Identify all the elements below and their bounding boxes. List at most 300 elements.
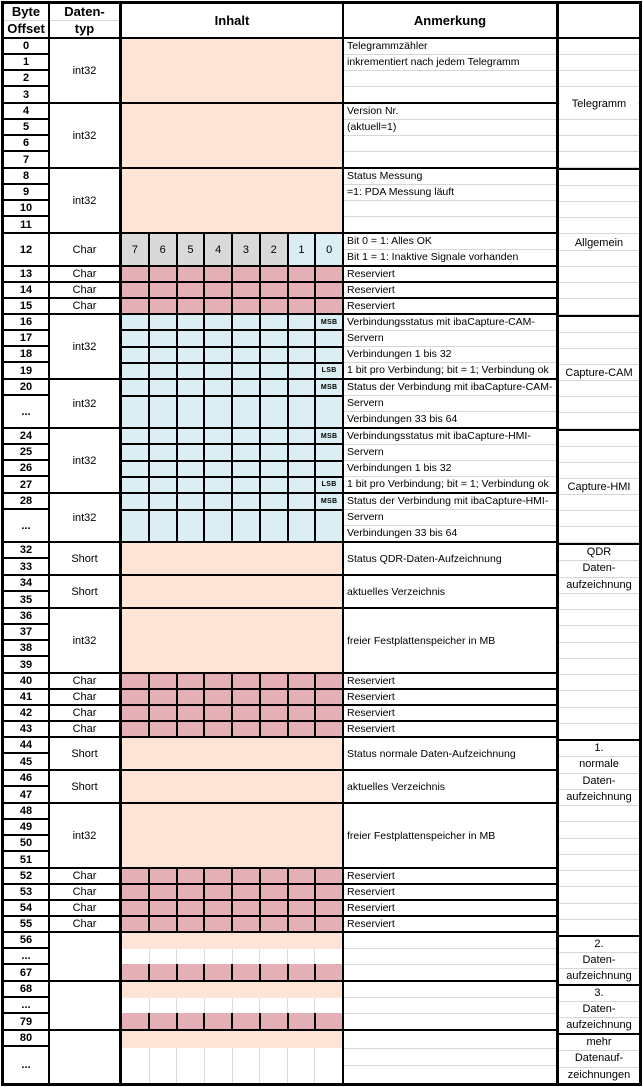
reserved-field: [122, 917, 342, 931]
group-gridline: [559, 643, 639, 659]
reserved-cell: [150, 283, 178, 297]
reserved-cell: [150, 964, 178, 980]
connection-bit-cell: [178, 478, 206, 492]
connection-bit-cell: [205, 315, 233, 329]
anmerkung-cell: [344, 234, 556, 265]
reserved-cell: [150, 722, 178, 736]
anmerkung-text: Reserviert: [347, 723, 395, 735]
datatype-cell: int32: [50, 609, 122, 672]
anmerkung-text: [344, 933, 556, 949]
anmerkung-text: =1: PDA Messung läuft: [344, 185, 556, 201]
byte-offset-cell: 48: [4, 804, 48, 820]
anmerkung-text: Reserviert: [347, 691, 395, 703]
bit-cell: 0: [316, 234, 342, 265]
table-block: [4, 706, 556, 722]
header-inhalt-label: Inhalt: [214, 13, 250, 28]
byte-offset-cell: 3: [22, 88, 30, 101]
reserved-cell: [316, 690, 342, 704]
byte-offset-column: [4, 933, 50, 980]
connection-bit-cell: [289, 315, 317, 329]
anmerkung-text: Telegrammzähler: [344, 39, 556, 55]
inhalt-cell: [122, 1031, 344, 1083]
reserved-cell: [178, 283, 206, 297]
byte-offset-column: [4, 901, 50, 915]
connection-bit-cell: [261, 429, 289, 443]
anmerkung-cell: [344, 1031, 556, 1083]
connection-bit-cell: [205, 331, 233, 345]
group-gridline: [559, 871, 639, 887]
reserved-cell: [205, 706, 233, 720]
reserved-cell: [261, 885, 289, 899]
reserved-cell: [289, 917, 317, 931]
anmerkung-text: [344, 998, 556, 1014]
connection-bit-cell: [205, 511, 233, 541]
group-gridline: [559, 333, 639, 349]
byte-offset-cell: 35: [19, 593, 33, 606]
anmerkung-cell: [344, 722, 556, 736]
byte-offset-column: [4, 722, 50, 736]
group-cell: [559, 986, 639, 1035]
connection-bit-cell: [122, 429, 150, 443]
anmerkung-cell: [344, 380, 556, 427]
connection-bit-cell: [233, 511, 261, 541]
connection-bit-cell: [289, 462, 317, 476]
bit-cell: 2: [261, 234, 289, 265]
reserved-cell: [178, 267, 206, 281]
connection-bit-cell: [178, 445, 206, 459]
table-block: [4, 1031, 556, 1083]
header-inhalt: [122, 4, 344, 37]
placeholder-cell: [205, 1048, 233, 1083]
reserved-cell: [122, 706, 150, 720]
reserved-cell: [122, 722, 150, 736]
reserved-cell: [233, 917, 261, 931]
anmerkung-text: Reserviert: [347, 300, 395, 312]
datatype-cell: Short: [50, 738, 122, 769]
table-header-row: [4, 4, 556, 39]
anmerkung-cell: [344, 104, 556, 167]
byte-offset-cell: 9: [4, 185, 48, 201]
reserved-cell: [316, 267, 342, 281]
byte-offset-cell: ...: [4, 949, 48, 965]
connection-bit-cell: [233, 348, 261, 362]
reserved-cell: [261, 901, 289, 915]
reserved-cell: [289, 267, 317, 281]
inhalt-cell: [122, 234, 344, 265]
reserved-field: [122, 885, 342, 899]
byte-offset-cell: 38: [4, 641, 48, 657]
anmerkung-cell: [344, 885, 556, 899]
connection-bit-cell: [261, 445, 289, 459]
reserved-cell: [150, 267, 178, 281]
byte-offset-cell: 54: [19, 902, 33, 914]
group-cell: [559, 545, 639, 741]
placeholder-grid-row: [122, 998, 342, 1014]
anmerkung-cell: [344, 576, 556, 607]
anmerkung-text: Reserviert: [347, 886, 395, 898]
anmerkung-cell: [344, 315, 556, 378]
anmerkung-text: [344, 1066, 556, 1083]
connection-bit-cell: [233, 397, 261, 427]
datatype-cell: int32: [50, 804, 122, 867]
value-field: [122, 39, 344, 102]
connection-bit-cell: [261, 380, 289, 395]
header-byte-line2: Offset: [7, 21, 45, 36]
byte-offset-cell: 34: [4, 576, 48, 592]
placeholder-grid-row: [122, 949, 342, 965]
reserved-cell: [150, 1013, 178, 1029]
connection-bit-cell: [150, 331, 178, 345]
connection-bit-cell: [289, 429, 317, 443]
byte-offset-cell: 39: [19, 658, 33, 671]
group-cell: [559, 317, 639, 431]
value-field: [122, 771, 344, 802]
reserved-cell: [122, 869, 150, 883]
byte-offset-column: [4, 234, 50, 265]
byte-offset-cell: 28: [4, 494, 48, 510]
byte-offset-column: [4, 609, 50, 672]
group-label-line: 3.: [559, 986, 639, 1002]
anmerkung-text: Servern: [344, 445, 556, 461]
connection-bit-cell: [289, 331, 317, 345]
anmerkung-text: Reserviert: [347, 918, 395, 930]
anmerkung-cell: [344, 901, 556, 915]
msb-cell: MSB: [316, 380, 342, 395]
group-gridline: [559, 349, 639, 365]
inhalt-cell: [122, 869, 344, 883]
reserved-field: [122, 964, 342, 980]
byte-offset-column: [4, 917, 50, 931]
byte-offset-cell: 4: [4, 104, 48, 120]
group-gridline: [559, 152, 639, 168]
placeholder-cell: [260, 998, 288, 1014]
anmerkung-text: Servern: [344, 331, 556, 347]
connection-bit-cell: [150, 348, 178, 362]
anmerkung-cell: [344, 982, 556, 1029]
header-anmerkung-label: Anmerkung: [413, 13, 487, 28]
table-block: [4, 738, 556, 771]
value-field: [122, 609, 344, 672]
byte-offset-cell: 26: [4, 461, 48, 477]
group-cell: [559, 170, 639, 317]
placeholder-grid-row: [122, 1048, 342, 1083]
anmerkung-text: Verbindungsstatus mit ibaCapture-CAM-: [344, 315, 556, 331]
connection-bit-cell: [122, 445, 150, 459]
datatype-cell: Short: [50, 543, 122, 574]
datatype-cell: int32: [50, 315, 122, 378]
datatype-cell: Char: [50, 885, 122, 899]
reserved-cell: [150, 869, 178, 883]
connection-bitgrid-row: [122, 429, 342, 445]
reserved-cell: [289, 885, 317, 899]
group-cell: [559, 1035, 639, 1083]
reserved-cell: [316, 901, 342, 915]
inhalt-cell: [122, 885, 344, 899]
msb-cell: MSB: [316, 315, 342, 329]
reserved-cell: [178, 901, 206, 915]
group-gridline: [559, 413, 639, 429]
byte-offset-cell: 6: [4, 136, 48, 152]
byte-offset-cell: 53: [19, 886, 33, 898]
reserved-cell: [233, 901, 261, 915]
connection-bit-cell: [205, 445, 233, 459]
reserved-cell: [122, 917, 150, 931]
placeholder-cell: [205, 998, 233, 1014]
table-block: [4, 674, 556, 690]
byte-offset-cell: 24: [4, 429, 48, 445]
placeholder-cell: [177, 1048, 205, 1083]
group-gridline: [559, 511, 639, 527]
reserved-field: [122, 690, 342, 704]
anmerkung-cell: [344, 869, 556, 883]
reserved-cell: [261, 1013, 289, 1029]
inhalt-cell: [122, 299, 344, 313]
group-gridline: [559, 71, 639, 87]
group-label: Allgemein: [560, 237, 638, 249]
reserved-cell: [122, 690, 150, 704]
inhalt-cell: [122, 283, 344, 297]
reserved-cell: [316, 1013, 342, 1029]
group-gridline: [559, 920, 639, 935]
datatype-cell: Char: [50, 283, 122, 297]
group-gridline: [559, 594, 639, 610]
anmerkung-cell: [344, 933, 556, 980]
placeholder-cell: [288, 998, 316, 1014]
value-field: [122, 933, 342, 949]
anmerkung-text: [344, 201, 556, 217]
table-block: [4, 576, 556, 609]
inhalt-cell: [122, 722, 344, 736]
reserved-cell: [178, 917, 206, 931]
inhalt-cell: [122, 315, 344, 378]
connection-bit-cell: [122, 315, 150, 329]
reserved-cell: [289, 283, 317, 297]
anmerkung-cell: [344, 674, 556, 688]
reserved-cell: [150, 674, 178, 688]
anmerkung-text: Verbindungen 1 bis 32: [344, 461, 556, 477]
anmerkung-text: Status Messung: [344, 169, 556, 185]
byte-offset-cell: 80: [4, 1031, 48, 1047]
group-gridline: [559, 170, 639, 186]
byte-offset-column: [4, 169, 50, 232]
table-block: [4, 267, 556, 283]
connection-bit-cell: [178, 331, 206, 345]
datatype-cell: int32: [50, 169, 122, 232]
inhalt-cell: [122, 706, 344, 720]
connection-bit-cell: [289, 445, 317, 459]
anmerkung-cell: [344, 543, 556, 574]
placeholder-cell: [233, 998, 261, 1014]
inhalt-cell: [122, 494, 344, 541]
value-field: [122, 576, 344, 607]
connection-bit-cell: [316, 397, 342, 427]
placeholder-cell: [233, 949, 261, 965]
byte-offset-column: [4, 1031, 50, 1083]
anmerkung-text: (aktuell=1): [344, 120, 556, 136]
reserved-cell: [150, 901, 178, 915]
byte-offset-cell: 43: [19, 723, 33, 735]
anmerkung-cell: [344, 494, 556, 541]
anmerkung-cell: [344, 283, 556, 297]
lsb-cell: LSB: [316, 478, 342, 492]
table-block: [4, 917, 556, 933]
bit-field: [122, 234, 342, 265]
anmerkung-cell: [344, 738, 556, 769]
datatype-cell: [50, 982, 122, 1029]
byte-offset-cell: 14: [19, 284, 33, 296]
anmerkung-text: freier Festplattenspeicher in MB: [347, 634, 496, 647]
reserved-cell: [122, 964, 150, 980]
msb-cell: MSB: [316, 494, 342, 509]
reserved-cell: [122, 283, 150, 297]
connection-bit-cell: [316, 511, 342, 541]
connection-bit-cell: [316, 462, 342, 476]
reserved-cell: [233, 1013, 261, 1029]
reserved-cell: [150, 706, 178, 720]
inhalt-cell: [122, 380, 344, 427]
group-label-line: aufzeichnung: [559, 790, 639, 806]
group-gridline: [559, 55, 639, 71]
group-gridline: [559, 447, 639, 463]
value-field: [122, 169, 344, 232]
table-block: [4, 299, 556, 315]
reserved-cell: [261, 674, 289, 688]
placeholder-cell: [260, 1048, 288, 1083]
connection-bit-cell: [289, 364, 317, 378]
anmerkung-text: Reserviert: [347, 268, 395, 280]
table-block: [4, 933, 556, 982]
connection-bit-cell: [205, 429, 233, 443]
connection-bit-cell: [150, 429, 178, 443]
connection-bit-cell: [233, 331, 261, 345]
anmerkung-text: Reserviert: [347, 284, 395, 296]
connection-bit-cell: [122, 494, 150, 509]
group-gridline: [559, 495, 639, 511]
byte-offset-cell: 12: [19, 243, 33, 256]
connection-bitgrid-row: [122, 364, 342, 378]
group-gridline: [559, 724, 639, 739]
byte-offset-column: [4, 380, 50, 427]
connection-bit-cell: [233, 364, 261, 378]
group-gridline: [559, 267, 639, 283]
table-block: [4, 429, 556, 494]
reserved-cell: [178, 690, 206, 704]
anmerkung-text: [344, 136, 556, 152]
reserved-cell: [261, 690, 289, 704]
byte-offset-cell: 8: [4, 169, 48, 185]
placeholder-cell: [315, 998, 342, 1014]
byte-offset-cell: 0: [4, 39, 48, 55]
reserved-cell: [205, 964, 233, 980]
anmerkung-text: Reserviert: [347, 675, 395, 687]
reserved-cell: [316, 917, 342, 931]
placeholder-cell: [233, 1048, 261, 1083]
connection-bit-cell: [261, 315, 289, 329]
bit-cell: 5: [178, 234, 206, 265]
connection-bit-cell: [233, 494, 261, 509]
connection-bit-cell: [150, 462, 178, 476]
anmerkung-text: [344, 1014, 556, 1029]
anmerkung-text: [344, 949, 556, 965]
value-field: [122, 804, 344, 867]
connection-bit-cell: [261, 494, 289, 509]
anmerkung-text: [344, 87, 556, 102]
connection-bit-cell: [150, 478, 178, 492]
group-gridline: [559, 822, 639, 838]
byte-offset-cell: 79: [19, 1015, 33, 1028]
reserved-cell: [261, 267, 289, 281]
connection-bit-cell: [122, 380, 150, 395]
byte-offset-cell: 25: [4, 445, 48, 461]
placeholder-cell: [122, 998, 150, 1014]
reserved-cell: [178, 706, 206, 720]
table-block: [4, 609, 556, 674]
table-block: [4, 283, 556, 299]
header-datentyp-line2: typ: [74, 21, 95, 36]
anmerkung-text: Servern: [344, 396, 556, 412]
table-block: [4, 901, 556, 917]
anmerkung-cell: [344, 690, 556, 704]
datatype-cell: int32: [50, 429, 122, 492]
reserved-cell: [205, 690, 233, 704]
byte-offset-column: [4, 104, 50, 167]
byte-offset-cell: 13: [19, 268, 33, 280]
placeholder-cell: [122, 949, 150, 965]
reserved-cell: [178, 869, 206, 883]
connection-bit-cell: [233, 445, 261, 459]
group-label: Telegramm: [560, 98, 638, 110]
datatype-cell: Short: [50, 771, 122, 802]
connection-bit-cell: [205, 462, 233, 476]
connection-bit-cell: [122, 364, 150, 378]
reserved-cell: [205, 901, 233, 915]
connection-bit-cell: [150, 445, 178, 459]
value-field: [122, 543, 344, 574]
group-label-line: aufzeichnung: [559, 578, 639, 594]
reserved-cell: [261, 722, 289, 736]
anmerkung-text: aktuelles Verzeichnis: [347, 780, 446, 793]
reserved-cell: [289, 1013, 317, 1029]
placeholder-cell: [315, 1048, 342, 1083]
anmerkung-text: Servern: [344, 510, 556, 526]
byte-offset-column: [4, 804, 50, 867]
telegram-byte-structure-table: [1, 1, 642, 1086]
reserved-cell: [205, 674, 233, 688]
reserved-cell: [233, 964, 261, 980]
connection-bit-cell: [205, 348, 233, 362]
connection-bit-cell: [289, 380, 317, 395]
anmerkung-cell: [344, 917, 556, 931]
connection-bit-cell: [205, 397, 233, 427]
anmerkung-text: freier Festplattenspeicher in MB: [347, 829, 496, 842]
anmerkung-cell: [344, 804, 556, 867]
inhalt-cell: [122, 933, 344, 980]
reserved-cell: [316, 706, 342, 720]
byte-offset-column: [4, 690, 50, 704]
anmerkung-cell: [344, 706, 556, 720]
reserved-cell: [150, 885, 178, 899]
byte-offset-cell: ...: [21, 1059, 31, 1071]
group-column: [556, 4, 639, 1083]
datatype-cell: Char: [50, 917, 122, 931]
reserved-cell: [205, 1013, 233, 1029]
reserved-cell: [178, 885, 206, 899]
table-block: [4, 722, 556, 738]
anmerkung-text: inkrementiert nach jedem Telegramm: [344, 55, 556, 71]
connection-bit-cell: [205, 478, 233, 492]
connection-bit-cell: [289, 478, 317, 492]
connection-bit-cell: [233, 462, 261, 476]
